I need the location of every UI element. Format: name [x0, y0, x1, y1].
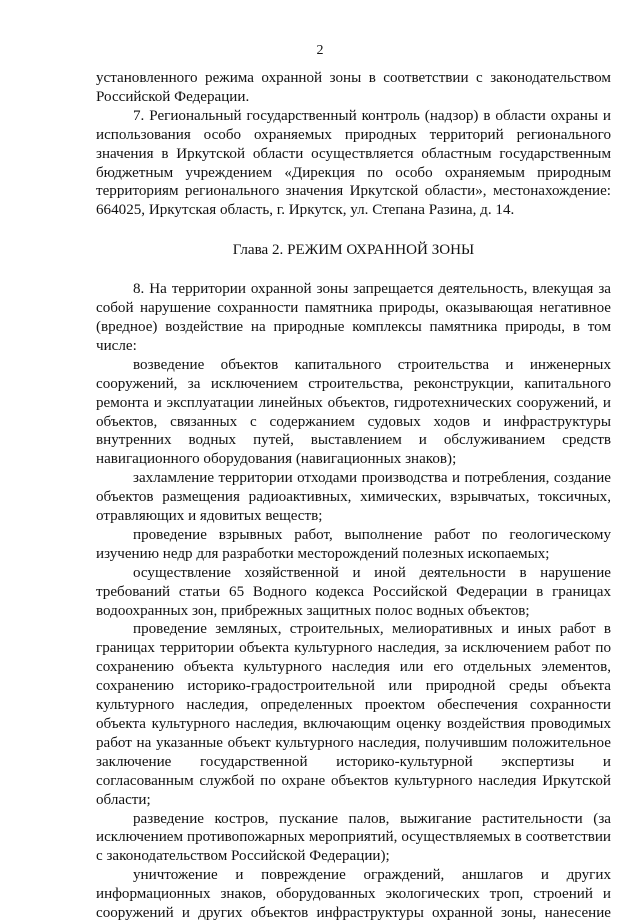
list-item-damage: уничтожение и повреждение ограждений, аншлагов и других информационных знаков, оборудованных экологических троп, строений и сооружений и других объектов инфраструктуры охранной зоны, нанесение: [96, 867, 611, 922]
paragraph-item-7: 7. Региональный государственный контроль (надзор) в области охраны и использования особо охраняемых природных территорий регионального значения в Иркутской области осуществляется областным государственным бюджетным учреждением «Дирекция по особо охраняемым природным территориям регионального значения Иркутской области», местонахождение: 664025, Иркутская область, г. Иркутск, ул. Степана Разина, д. 14.: [96, 107, 611, 219]
list-item-water-code: осуществление хозяйственной и иной деятельности в нарушение требований статьи 65 Водного кодекса Российской Федерации в границах водоохранных зон, прибрежных защитных полос водных объектов;: [96, 564, 611, 619]
paragraph-item-8: 8. На территории охранной зоны запрещается деятельность, влекущая за собой нарушение сохранности памятника природы, оказывающая негативное (вредное) воздействие на природные комплексы памятника природы, в том числе:: [96, 281, 611, 354]
list-item-cultural-heritage: проведение земляных, строительных, мелиоративных и иных работ в границах территории объекта культурного наследия, за исключением работ по сохранению объекта культурного наследия или его отдельных элементов, сохранению историко-градостроительной или природной среды объекта культурного наследия, определенных проектом обеспечения сохранности объекта культурного наследия, включающим оценку воздействия проводимых работ на указанные объект культурного наследия, получившим положительное заключение государственной историко-культурной экспертизы и согласованным службой по охране объектов культурного наследия Иркутской области;: [96, 621, 611, 808]
list-item-blasting: проведение взрывных работ, выполнение работ по геологическому изучению недр для разработки месторождений полезных ископаемых;: [96, 526, 611, 562]
paragraph-continuation: установленного режима охранной зоны в соответствии с законодательством Российской Федерации.: [96, 70, 611, 105]
document-body: [96, 69, 611, 923]
page-number: 2: [316, 43, 324, 58]
list-item-fires: разведение костров, пускание палов, выжигание растительности (за исключением противопожарных мероприятий, осуществляемых в соответствии с законодательством Российской Федерации);: [96, 810, 611, 865]
list-item-waste: захламление территории отходами производства и потребления, создание объектов размещения радиоактивных, химических, взрывчатых, токсичных, отравляющих и ядовитых веществ;: [96, 470, 611, 525]
list-item-construction: возведение объектов капитального строительства и инженерных сооружений, за исключением строительства, реконструкции, капитального ремонта и эксплуатации линейных объектов, гидротехнических сооружений, и объектов, связанных с содержанием судовых ходов и инфраструктуры внутренних водных путей, выставлением и обслуживанием средств навигационного оборудования (навигационных знаков);: [96, 356, 611, 468]
chapter-heading: Глава 2. РЕЖИМ ОХРАННОЙ ЗОНЫ: [232, 242, 475, 259]
